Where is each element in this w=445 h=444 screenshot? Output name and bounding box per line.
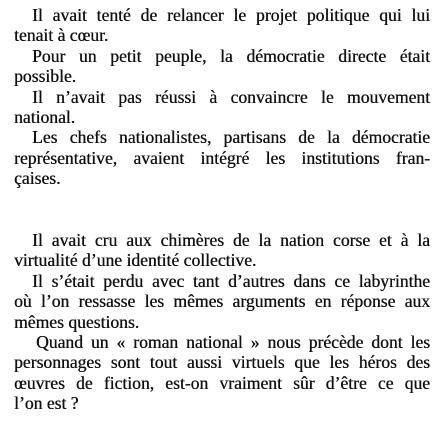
paragraph	[14, 5, 430, 46]
text-line: national.	[14, 106, 76, 127]
text-line: Quand un « roman national » nous précède dont les	[36, 331, 430, 352]
text-section-2	[14, 230, 430, 414]
paragraph	[14, 332, 430, 414]
text-line: Il s’était perdu avec tant d’autres dans ce labyrinthe	[32, 270, 430, 291]
text-line: où l’on ressasse les mêmes arguments en réponse aux	[14, 291, 430, 312]
text-line: Pour un petit peuple, la démocratie directe était	[32, 45, 430, 66]
paragraph	[14, 271, 430, 332]
text-line: tenait à cœur.	[14, 25, 109, 46]
text-line: Les chefs nationalistes, partisans de la démocratie	[32, 127, 430, 148]
text-line: œuvres de fiction, est-on vraiment sûr d’être ce que	[14, 372, 430, 393]
text-line: l’on est ?	[14, 393, 79, 414]
text-line: personnages sont tout aussi virtuels que les héros des	[14, 352, 430, 373]
text-line: Il n’avait pas réussi à convaincre le mouvement	[32, 86, 430, 107]
paragraph	[14, 46, 430, 87]
text-line: Il avait tenté de relancer le projet politique qui lui	[32, 5, 430, 25]
paragraph	[14, 87, 430, 128]
text-section-1	[14, 5, 430, 189]
text-line: çaises.	[14, 168, 61, 189]
text-line: représentative, avaient intégré les institutions fran-	[14, 147, 430, 168]
text-line: mêmes questions.	[14, 311, 140, 332]
text-line: virtualité d’une identité collective.	[14, 250, 257, 271]
paragraph	[14, 230, 430, 271]
paragraph	[14, 127, 430, 188]
text-line: possible.	[14, 66, 77, 87]
text-line: Il avait cru aux chimères de la nation corse et à la	[32, 230, 430, 250]
